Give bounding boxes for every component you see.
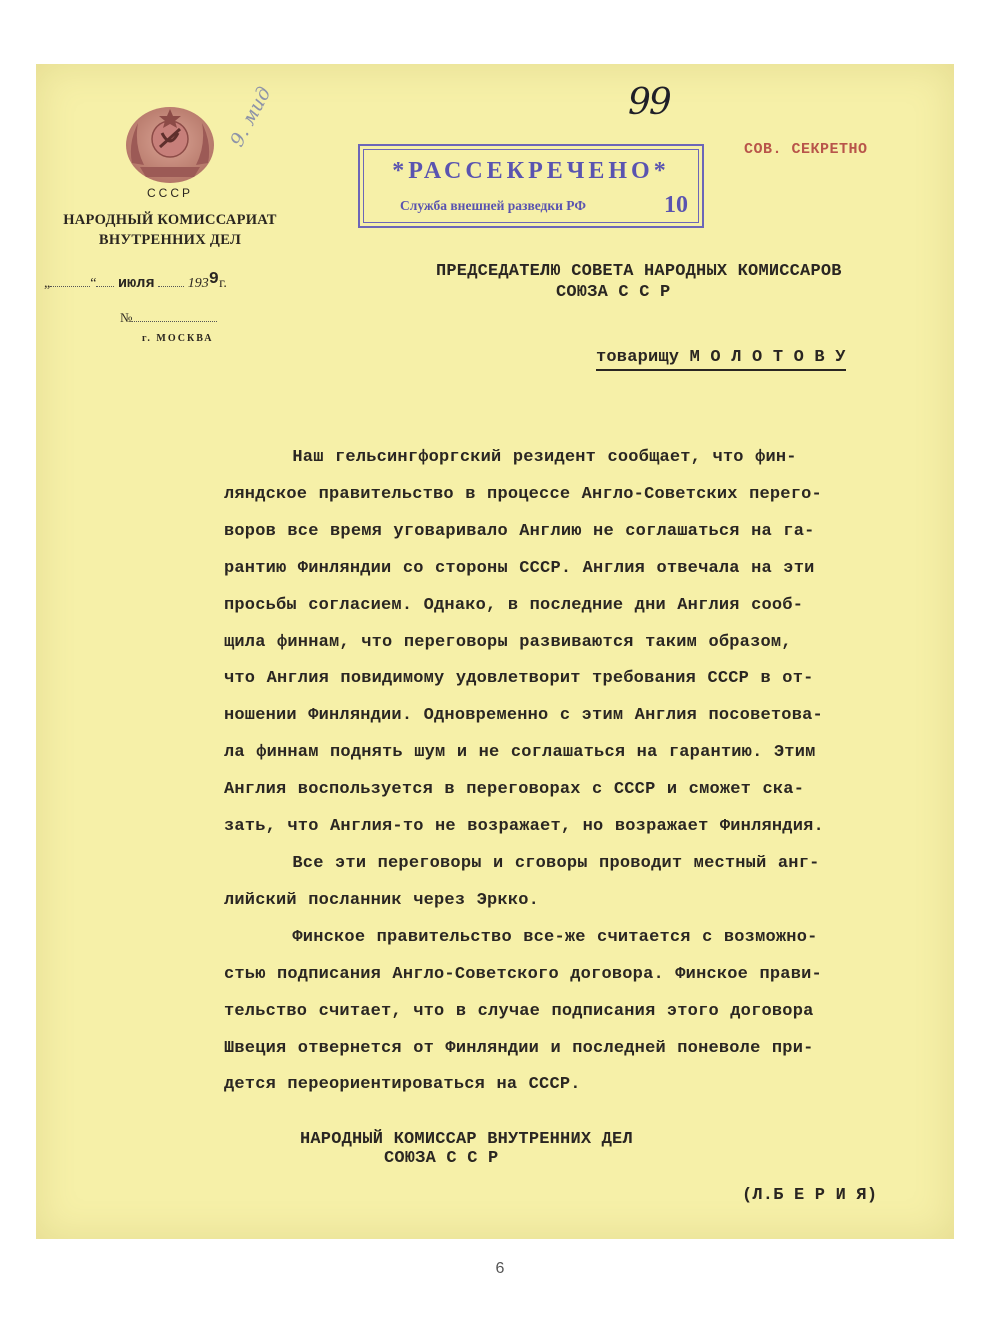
body-line: лийский посланник через Эркко. — [224, 890, 540, 910]
body-line: щила финнам, что переговоры развиваются таким образом, — [224, 632, 792, 652]
declassified-stamp — [358, 144, 704, 228]
letterhead-org-line1: НАРОДНЫЙ КОМИССАРИАТ — [63, 212, 277, 228]
body-line: Все эти переговоры и сговоры проводит местный анг- — [224, 853, 820, 873]
letterhead-org-line2: ВНУТРЕННИХ ДЕЛ — [98, 232, 242, 248]
date-year-suffix: г. — [219, 276, 227, 291]
body-line: Наш гельсингфоргский резидент сообщает, что фин- — [224, 448, 797, 467]
body-line: Англия воспользуется в переговорах с СССР и сможет ска- — [224, 780, 805, 800]
stamp-subtitle: Служба внешней разведки РФ — [400, 198, 586, 213]
body-line: что Англия повидимому удовлетворит требования СССР в от- — [224, 669, 814, 689]
body-line: ляндское правительство в процессе Англо-Советских перего- — [224, 484, 822, 504]
letter-body — [224, 440, 939, 1104]
body-line: зать, что Англия-то не возражает, но возражает Финляндия. — [224, 817, 824, 837]
body-line: воров все время уговаривало Англию не соглашаться на га- — [224, 521, 815, 541]
handwritten-note: 9. мид — [226, 83, 276, 151]
signer-name: (Л.Б Е Р И Я) — [742, 1186, 878, 1205]
date-month: июля — [117, 275, 155, 292]
classification-label: СОВ. СЕКРЕТНО — [744, 141, 868, 158]
letterhead-number — [120, 310, 217, 326]
number-blank — [132, 311, 217, 322]
date-quote-open: „ — [44, 276, 51, 291]
letterhead-country: СССР — [146, 186, 193, 200]
date-year-digit: 9 — [208, 270, 220, 289]
body-line: ношении Финляндии. Одновременно с этим Англия посоветова- — [224, 706, 823, 726]
letterhead-city: г. МОСКВА — [142, 333, 214, 344]
addressee-comrade: товарищу М О Л О Т О В У — [596, 348, 846, 371]
date-gap-blank — [96, 276, 114, 287]
body-line: рантию Финляндии со стороны СССР. Англия отвечала на эти — [224, 558, 815, 578]
handwritten-page-number: 99 — [628, 82, 670, 123]
body-line: ла финнам поднять шум и не соглашаться на гарантию. Этим — [224, 743, 816, 763]
ussr-emblem-icon — [120, 103, 220, 185]
addressee-line1: ПРЕДСЕДАТЕЛЮ СОВЕТА НАРОДНЫХ КОМИССАРОВ — [436, 262, 842, 281]
body-line: просьбы согласием. Однако, в последние дни Англия сооб- — [224, 595, 804, 615]
body-line: Финское правительство все-же считается с возможно- — [224, 927, 818, 947]
number-label: № — [120, 310, 133, 325]
letterhead-date — [44, 270, 309, 293]
page-number: 6 — [495, 1260, 505, 1277]
stamp-title: *РАССЕКРЕЧЕНО* — [392, 158, 670, 184]
date-day-blank — [50, 276, 90, 287]
stamp-number: 10 — [664, 192, 688, 218]
body-line: Швеция отвернется от Финляндии и последней поневоле при- — [224, 1038, 814, 1058]
date-year-prefix: 193 — [187, 276, 209, 291]
body-line: тельство считает, что в случае подписания этого договора — [224, 1001, 814, 1021]
date-month-blank — [158, 276, 184, 287]
addressee-line2: СОЮЗА С С Р — [556, 283, 671, 302]
signer-title-line2: СОЮЗА С С Р — [384, 1149, 499, 1168]
body-line: стью подписания Англо-Советского договора. Финское прави- — [224, 964, 822, 984]
date-quote-close: “ — [90, 276, 97, 291]
signer-title-line1: НАРОДНЫЙ КОМИССАР ВНУТРЕННИХ ДЕЛ — [300, 1130, 633, 1149]
body-line: дется переориентироваться на СССР. — [224, 1075, 581, 1095]
